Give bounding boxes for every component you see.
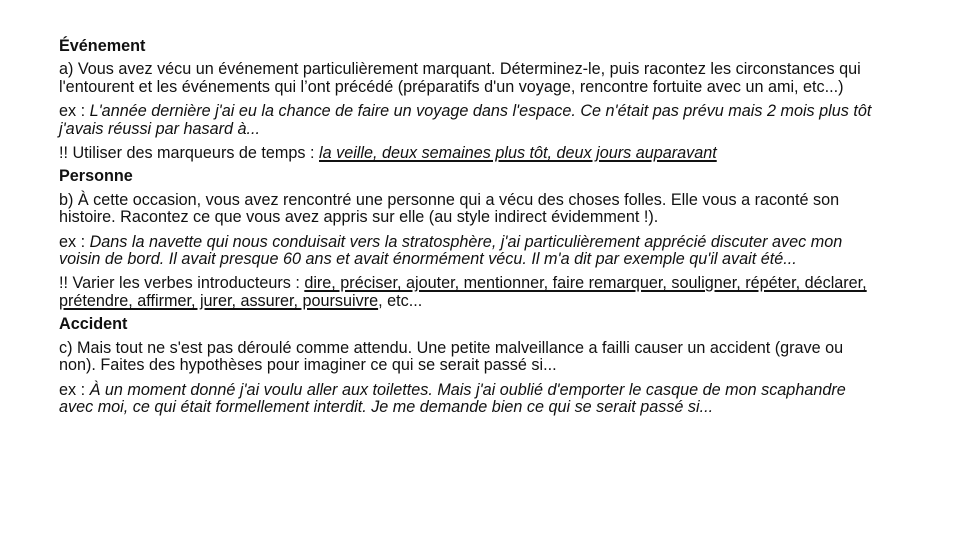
example-prefix: ex : — [59, 232, 90, 251]
tip-b — [59, 275, 879, 310]
example-text: L'année dernière j'ai eu la chance de faire un voyage dans l'espace. Ce n'était pas prévu mais 2 mois plus tôt j'avais réussi par hasard à... — [59, 102, 872, 138]
section-heading-personne: Personne — [59, 167, 133, 186]
tip-a — [59, 145, 879, 162]
tip-prefix: !! Utiliser des marqueurs de temps : — [59, 144, 319, 163]
example-prefix: ex : — [59, 380, 90, 399]
example-text: À un moment donné j'ai voulu aller aux toilettes. Mais j'ai oublié d'emporter le casque de mon scaphandre avec moi, ce qui était formellement interdit. Je me demande bien ce qui se serait passé si... — [59, 380, 846, 416]
example-b — [59, 234, 879, 269]
tip-underlined-words: la veille, deux semaines plus tôt, deux jours auparavant — [319, 144, 717, 163]
example-prefix: ex : — [59, 102, 90, 121]
tip-prefix: !! Varier les verbes introducteurs : — [59, 274, 305, 293]
section-heading-accident: Accident — [59, 315, 128, 334]
tip-suffix: , etc... — [378, 291, 423, 310]
question-c: c) Mais tout ne s'est pas déroulé comme attendu. Une petite malveillance a failli causer un accident (grave ou non). Faites des hypothèses pour imaginer ce qui se serait passé si... — [59, 338, 844, 375]
document-body — [59, 38, 879, 423]
section-heading-evenement: Événement — [59, 37, 146, 55]
question-a: a) Vous avez vécu un événement particulièrement marquant. Déterminez-le, puis racontez les circonstances qui l'entourent et les événements qui l’ont précédé (préparatifs d'un voyage, rencontre fortuite avec un ami, etc...) — [59, 60, 861, 96]
example-a — [59, 103, 879, 138]
question-b: b) À cette occasion, vous avez rencontré une personne qui a vécu des choses folles. Elle vous a raconté son histoire. Racontez ce que vous avez appris sur elle (au style indirect évidemment !). — [59, 190, 840, 227]
tip-underlined-words: dire, préciser, ajouter, mentionner, faire remarquer, souligner, répéter, déclarer, prétendre, affirmer, jurer, assurer, poursuivre — [59, 274, 867, 310]
example-c — [59, 382, 879, 417]
example-text: Dans la navette qui nous conduisait vers la stratosphère, j'ai particulièrement apprécié discuter avec mon voisin de bord. Il avait presque 60 ans et avait énormément vécu. Il m'a dit par exemple qu'il avait été... — [59, 232, 843, 269]
